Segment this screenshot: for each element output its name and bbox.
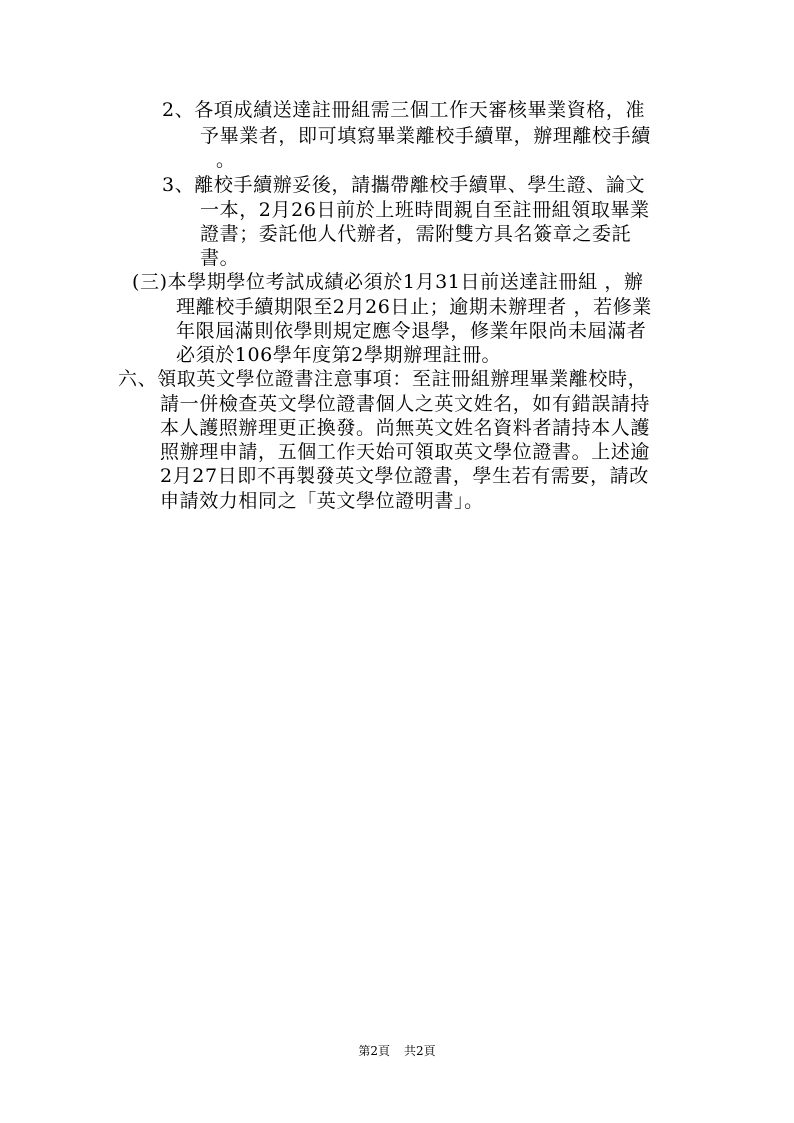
section-6-line-4: 照辦理申請，五個工作天始可領取英文學位證書。上述逾 bbox=[160, 441, 651, 463]
item-3-line-4: 書。 bbox=[200, 247, 240, 269]
item-2-line-3: 。 bbox=[216, 149, 236, 171]
section-3-line-4: 必須於106學年度第2學期辦理註冊。 bbox=[176, 344, 502, 366]
section-3-line-1: (三)本學期學位考試成績必須於1月31日前送達註冊組 ，辦 bbox=[132, 271, 644, 293]
section-3-line-3: 年限屆滿則依學則規定應令退學，修業年限尚未屆滿者 bbox=[176, 320, 647, 342]
item-3-line-2: 一本，2月26日前於上班時間親自至註冊組領取畢業 bbox=[200, 199, 650, 221]
page-total: 共2頁 bbox=[404, 1044, 436, 1058]
item-2-line-1: 2、各項成績送達註冊組需三個工作天審核畢業資格，准 bbox=[162, 99, 646, 121]
section-6-line-2: 請一併檢查英文學位證書個人之英文姓名，如有錯誤請持 bbox=[160, 393, 651, 415]
item-3-line-3: 證書；委託他人代辦者，需附雙方具名簽章之委託 bbox=[200, 223, 632, 245]
page-footer bbox=[0, 1043, 794, 1059]
section-3-line-2: 理離校手續期限至2月26日止；逾期未辦理者 ，若修業 bbox=[176, 296, 652, 318]
item-2-line-2: 予畢業者，即可填寫畢業離校手續單，辦理離校手續 bbox=[200, 125, 651, 147]
section-6-line-6: 申請效力相同之「英文學位證明書」。 bbox=[160, 490, 484, 512]
section-6-line-1: 六、領取英文學位證書注意事項：至註冊組辦理畢業離校時， bbox=[118, 368, 648, 390]
page-number: 第2頁 bbox=[358, 1044, 390, 1058]
section-6-line-5: 2月27日即不再製發英文學位證書，學生若有需要，請改 bbox=[160, 465, 649, 487]
item-3-line-1: 3、離校手續辦妥後，請攜帶離校手續單、學生證、論文 bbox=[162, 174, 646, 196]
section-6-line-3: 本人護照辦理更正換發。尚無英文姓名資料者請持本人護 bbox=[160, 417, 651, 439]
